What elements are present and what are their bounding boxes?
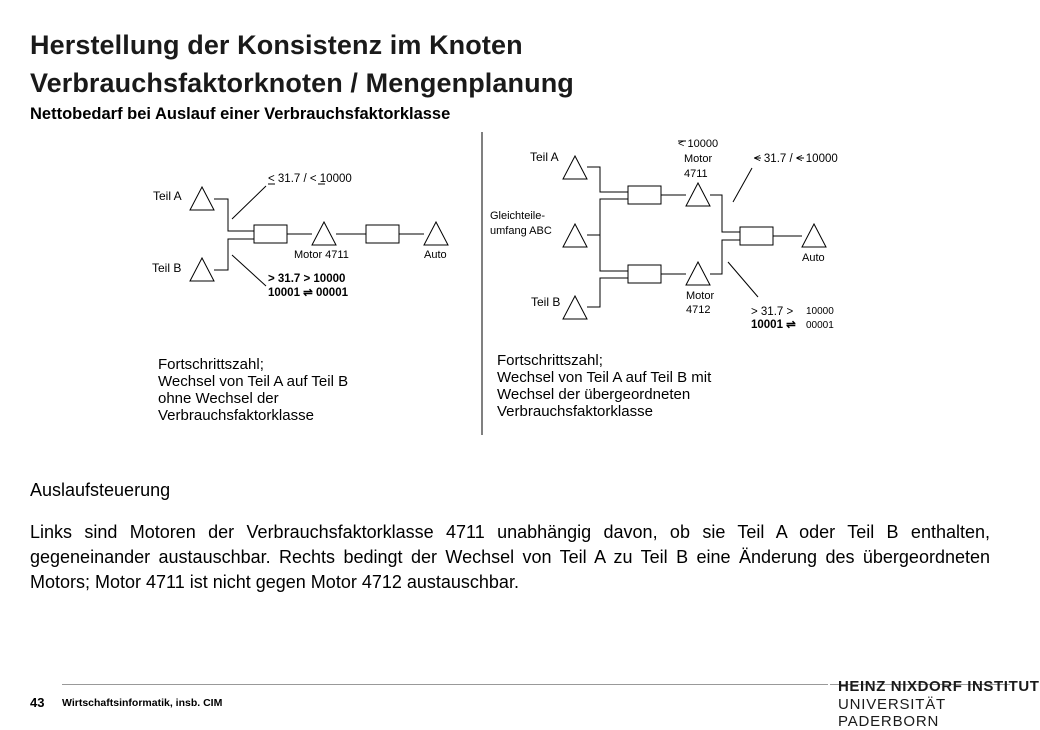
page-number: 43 bbox=[30, 695, 45, 710]
right-description bbox=[497, 352, 711, 420]
left-diagram bbox=[190, 184, 448, 286]
right-motor-top-3: 4711 bbox=[684, 168, 708, 180]
page-title-line1: Herstellung der Konsistenz im Knoten bbox=[30, 30, 523, 60]
right-common-triangle bbox=[563, 224, 587, 247]
right-motor-top-2: Motor bbox=[684, 153, 713, 165]
left-auto-triangle bbox=[424, 222, 448, 245]
left-part-a-triangle bbox=[190, 187, 214, 210]
left-condition-top: < 31.7 / < 10000 bbox=[268, 173, 352, 185]
left-part-b-label: Teil B bbox=[152, 261, 182, 275]
institute-logo-line1: HEINZ NIXDORF INSTITUT bbox=[838, 678, 1040, 695]
page-subtitle: Nettobedarf bei Auslauf einer Verbrauchsfaktorklasse bbox=[30, 105, 451, 123]
left-part-b-triangle bbox=[190, 258, 214, 281]
right-description-line: Verbrauchsfaktorklasse bbox=[497, 403, 653, 420]
right-motor-top-1: < 10000 bbox=[678, 138, 719, 150]
footer-divider bbox=[62, 684, 828, 685]
left-part-a-label: Teil A bbox=[153, 189, 182, 203]
left-description-line: Wechsel von Teil A auf Teil B bbox=[158, 373, 349, 390]
left-description-line: Fortschrittszahl; bbox=[158, 356, 264, 373]
left-description-line: ohne Wechsel der bbox=[158, 390, 279, 407]
left-description-line: Verbrauchsfaktorklasse bbox=[158, 407, 314, 424]
footer-department: Wirtschaftsinformatik, insb. CIM bbox=[62, 697, 223, 709]
right-common-label-1: Gleichteile- bbox=[490, 210, 546, 222]
right-motor-bottom-2: 4712 bbox=[686, 304, 711, 316]
right-box-top bbox=[628, 186, 661, 204]
right-part-b-label: Teil B bbox=[531, 295, 561, 309]
right-part-a-triangle bbox=[563, 156, 587, 179]
left-box-1 bbox=[254, 225, 287, 243]
right-number-1: 10000 bbox=[806, 306, 834, 317]
right-auto-label: Auto bbox=[802, 252, 825, 264]
left-condition-bottom-1: > 31.7 > 10000 bbox=[268, 273, 346, 285]
left-description bbox=[158, 356, 348, 424]
institute-logo-line2: UNIVERSITÄT PADERBORN bbox=[838, 696, 946, 730]
right-number-2: 00001 bbox=[806, 320, 834, 331]
body-paragraph: Links sind Motoren der Verbrauchsfaktorklasse 4711 unabhängig davon, ob sie Teil A oder Teil B enthalten, gegeneinander austauschbar. Rechts bedingt der Wechsel von Teil A zu Teil B eine Änderung des übergeordneten Motors; Motor 4711 ist nicht gegen Motor 4712 austauschbar. bbox=[30, 522, 990, 592]
right-common-label-2: umfang ABC bbox=[490, 225, 552, 237]
left-condition-bottom-2: 10001 ⇌ 00001 bbox=[268, 287, 348, 299]
left-motor-label: Motor 4711 bbox=[294, 249, 349, 261]
right-condition-bottom-2: 10001 ⇌ bbox=[751, 319, 796, 331]
right-auto-triangle bbox=[802, 224, 826, 247]
left-box-2 bbox=[366, 225, 399, 243]
right-part-a-label: Teil A bbox=[530, 150, 559, 164]
right-part-b-triangle bbox=[563, 296, 587, 319]
right-description-line: Fortschrittszahl; bbox=[497, 352, 603, 369]
right-condition-top: < 31.7 / < 10000 bbox=[754, 153, 838, 165]
left-motor-triangle bbox=[312, 222, 336, 245]
right-condition-bottom-1: > 31.7 > bbox=[751, 306, 794, 318]
right-box-final bbox=[740, 227, 773, 245]
section-heading: Auslaufsteuerung bbox=[30, 480, 171, 500]
left-auto-label: Auto bbox=[424, 249, 447, 261]
right-motor-4712-triangle bbox=[686, 262, 710, 285]
right-motor-4711-triangle bbox=[686, 183, 710, 206]
right-motor-bottom-1: Motor bbox=[686, 290, 715, 302]
right-description-line: Wechsel der übergeordneten bbox=[497, 386, 691, 403]
right-description-line: Wechsel von Teil A auf Teil B mit bbox=[497, 369, 712, 386]
right-box-bottom bbox=[628, 265, 661, 283]
page-title-line2: Verbrauchsfaktorknoten / Mengenplanung bbox=[30, 68, 574, 98]
